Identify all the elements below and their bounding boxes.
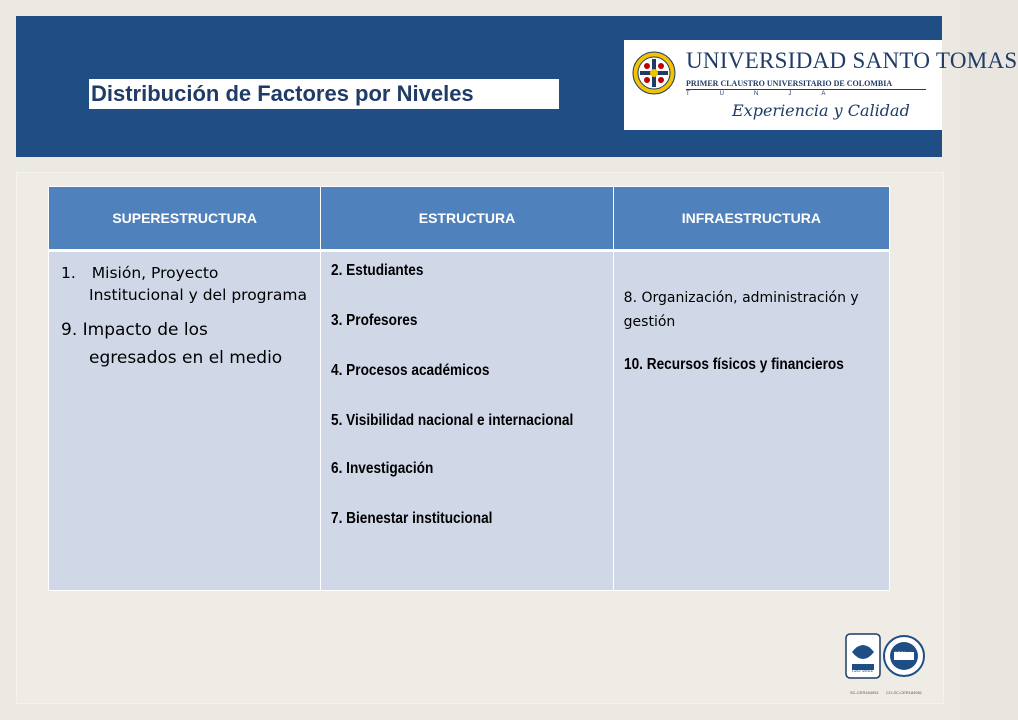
university-seal-icon [632,51,676,95]
infraestructura-cell [613,251,889,591]
iqnet-label: IQNet [895,652,912,658]
iso-label: ISO 9001 [852,668,874,674]
estructura-cell [321,251,613,591]
factor-item: 4. Procesos académicos [331,362,490,379]
iso-cert-code: SC-CER184951 [850,690,879,695]
university-name: UNIVERSIDAD SANTO TOMAS [686,48,1018,73]
factors-table [48,186,890,591]
factor-item [61,262,310,306]
factor-item: 3. Profesores [331,312,418,329]
factor-item: 2. Estudiantes [331,262,424,279]
factor-item: 7. Bienestar institucional [331,510,493,527]
page-title: Distribución de Factores por Niveles [89,79,559,109]
logo-divider [686,89,926,90]
university-city: TUNJA [686,91,856,97]
factor-text-first: 9. Impacto de los [61,320,208,340]
factor-number: 1. [61,264,76,282]
factor-text-rest: egresados en el medio [89,348,283,368]
iqnet-cert-code: CO-SC-CER184951 [886,690,923,695]
table-header-row [49,187,890,251]
factor-item: 8. Organización, administración y gestión [623,290,859,330]
superestructura-cell [49,251,321,591]
factor-item: 10. Recursos físicos y financieros [623,356,844,373]
university-slogan: Experiencia y Calidad [732,101,910,120]
factor-item: 5. Visibilidad nacional e internacional [331,412,574,429]
column-header-superestructura: SUPERESTRUCTURA [49,187,321,251]
factor-text: Misión, Proyecto Institucional y del programa [89,264,307,304]
column-header-infraestructura: INFRAESTRUCTURA [613,187,889,251]
column-header-estructura: ESTRUCTURA [321,187,613,251]
factor-item: 6. Investigación [331,460,434,477]
university-subtitle: PRIMER CLAUSTRO UNIVERSITARIO DE COLOMBIA [686,79,893,88]
certification-logos [844,632,926,698]
table-row [49,251,890,591]
factor-item [61,316,310,372]
